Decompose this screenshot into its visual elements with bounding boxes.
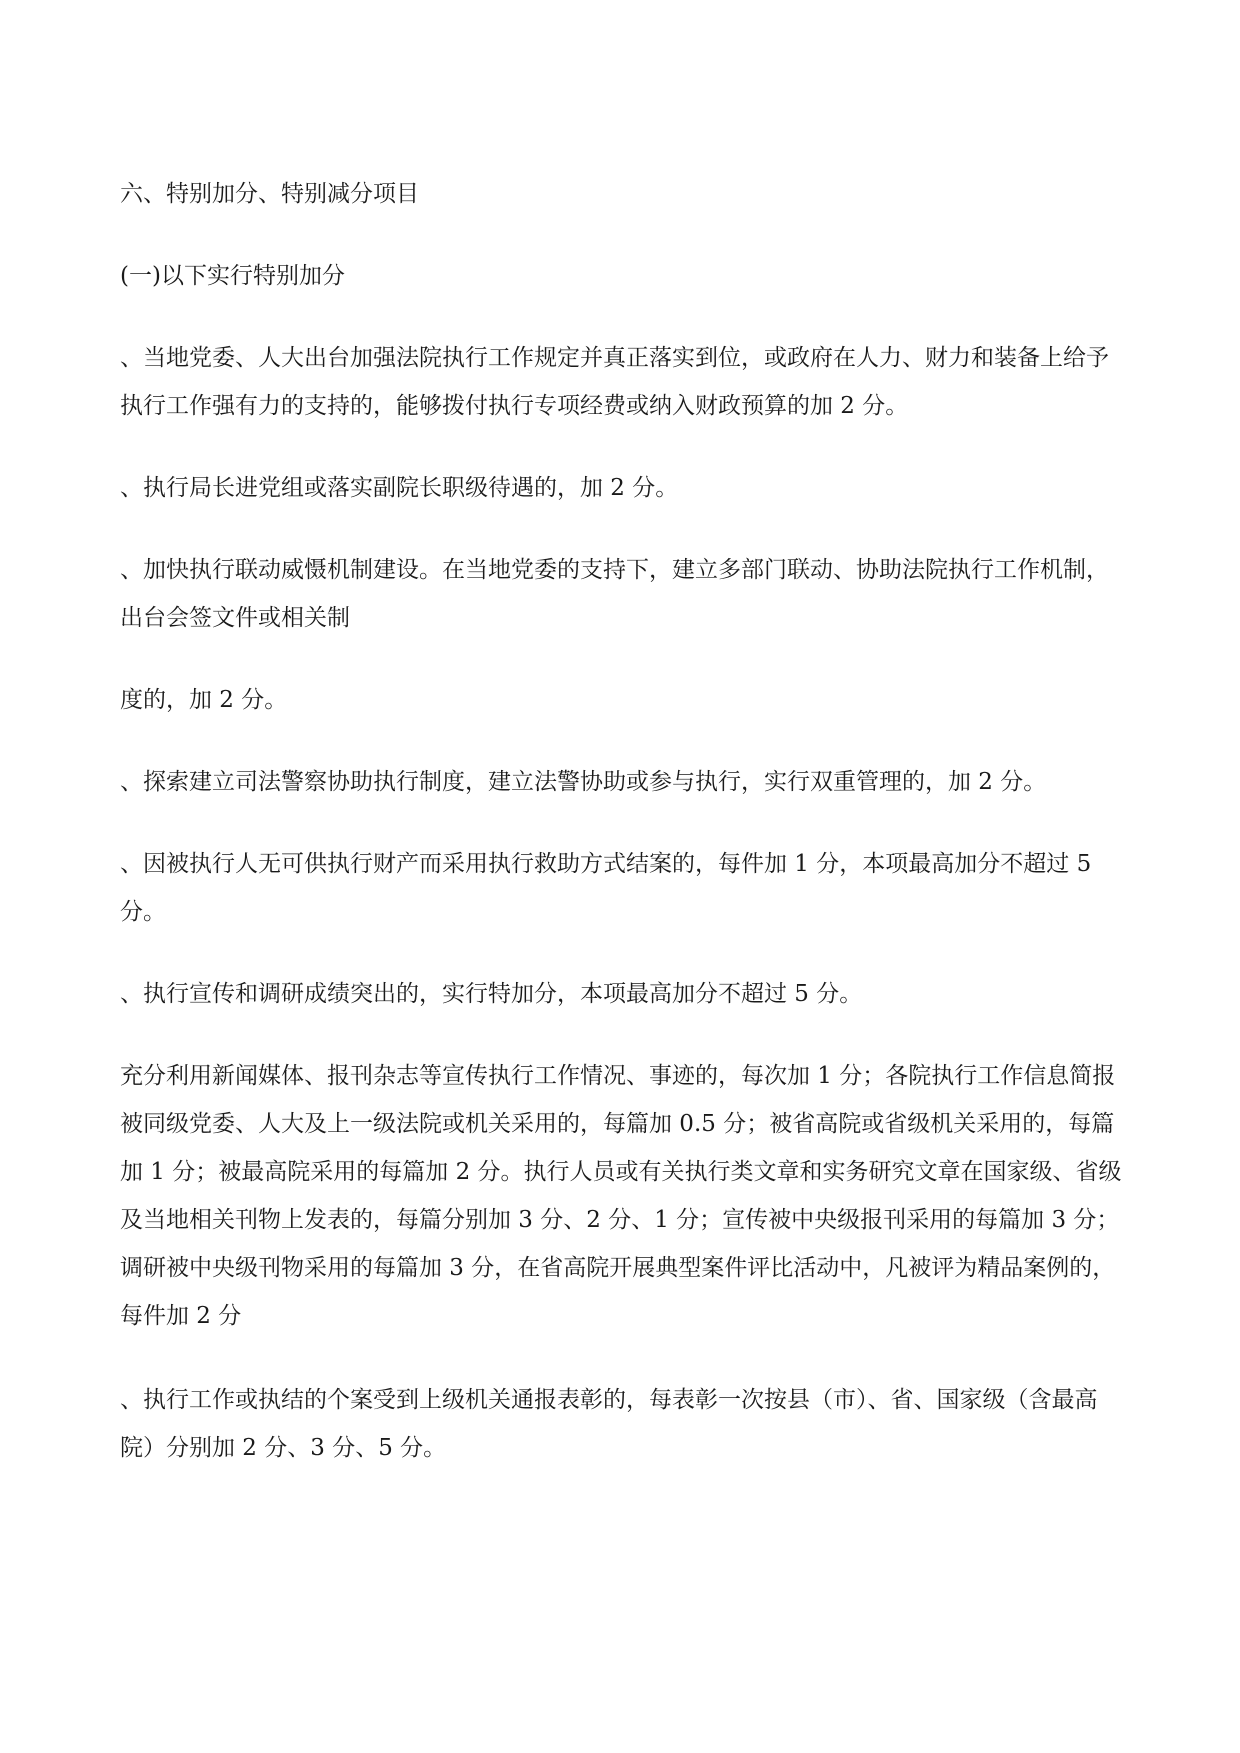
paragraph-item-3: 、加快执行联动威慑机制建设。在当地党委的支持下，建立多部门联动、协助法院执行工作机制，出台会签文件或相关制 — [120, 557, 1109, 631]
paragraph-item-6-detail: 充分利用新闻媒体、报刊杂志等宣传执行工作情况、事迹的，每次加 1 分；各院执行工作信息简报被同级党委、人大及上一级法院或机关采用的，每篇加 0.5 分；被省高院或省级机关采用的，每篇加 1 分；被最高院采用的每篇加 2 分。执行人员或有关执行类文章和实务研究文章在国家级、省级及当地相关刊物上发表的，每篇分别加 3 分、2 分、1 分；宣传被中央级报刊采用的每篇加 3 分；调研被中央级刊物采用的每篇加 3 分，在省高院开展典型案件评比活动中，凡被评为精品案例的，每件加 2 分 — [120, 1063, 1122, 1329]
subsection-heading: (一)以下实行特别加分 — [120, 263, 345, 289]
section-heading: 六、特别加分、特别减分项目 — [120, 181, 419, 207]
paragraph-item-4: 、探索建立司法警察协助执行制度，建立法警协助或参与执行，实行双重管理的，加 2 分。 — [120, 769, 1047, 795]
paragraph-item-1: 、当地党委、人大出台加强法院执行工作规定并真正落实到位，或政府在人力、财力和装备上给予执行工作强有力的支持的，能够拨付执行专项经费或纳入财政预算的加 2 分。 — [120, 345, 1109, 419]
paragraph-item-7: 、执行工作或执结的个案受到上级机关通报表彰的，每表彰一次按县（市）、省、国家级（含最高院）分别加 2 分、3 分、5 分。 — [120, 1387, 1098, 1461]
paragraph-item-5: 、因被执行人无可供执行财产而采用执行救助方式结案的，每件加 1 分，本项最高加分不超过 5 分。 — [120, 851, 1092, 925]
paragraph-item-6: 、执行宣传和调研成绩突出的，实行特加分，本项最高加分不超过 5 分。 — [120, 981, 863, 1007]
paragraph-item-3-continued: 度的，加 2 分。 — [120, 687, 288, 713]
paragraph-item-2: 、执行局长进党组或落实副院长职级待遇的，加 2 分。 — [120, 475, 679, 501]
